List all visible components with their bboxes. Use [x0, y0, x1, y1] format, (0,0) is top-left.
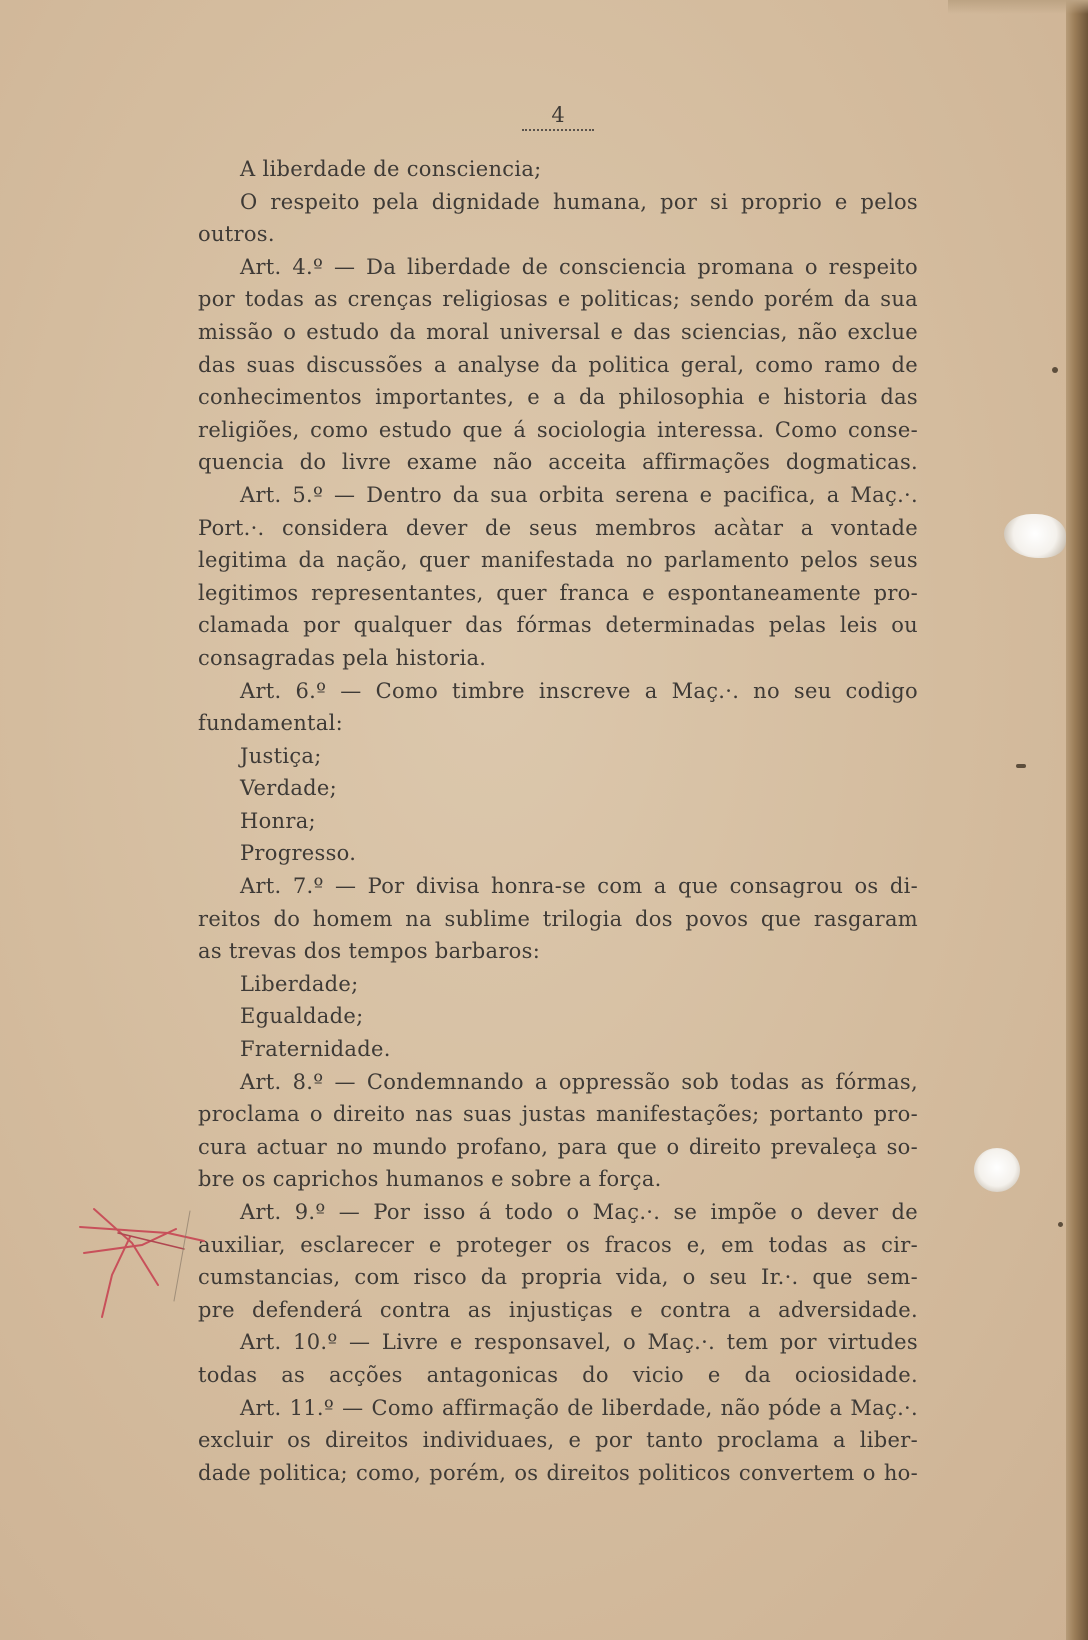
text-line: Port.·. considera dever de seus membros acàtar a vontade: [198, 515, 918, 540]
text-line: consagradas pela historia.: [198, 645, 487, 670]
text-line: excluir os direitos individuaes, e por tanto proclama a liber-: [198, 1428, 918, 1453]
text-line: legitima da nação, quer manifestada no parlamento pelos seus: [198, 548, 918, 573]
text-line: Art. 6.º — Como timbre inscreve a Maç.·. no seu codigo: [240, 678, 918, 703]
binding-hole-lower: [974, 1148, 1020, 1192]
text-line: missão o estudo da moral universal e das sciencias, não exclue: [198, 319, 918, 344]
text-line: Art. 8.º — Condemnando a oppressão sob todas as fórmas,: [240, 1069, 918, 1094]
text-line: clamada por qualquer das fórmas determinadas pelas leis ou: [198, 613, 918, 638]
text-line: Art. 11.º — Como affirmação de liberdade, não póde a Maç.·.: [240, 1395, 918, 1420]
page-number: 4: [522, 104, 594, 131]
text-line: reitos do homem na sublime trilogia dos povos que rasgaram: [198, 906, 918, 931]
ink-speck: [1058, 1222, 1063, 1227]
text-line: Honra;: [240, 808, 316, 833]
text-line: A liberdade de consciencia;: [240, 157, 542, 181]
text-line: cumstancias, com risco da propria vida, o seu Ir.·. que sem-: [198, 1265, 918, 1290]
text-line: Progresso.: [240, 841, 357, 866]
text-line: bre os caprichos humanos e sobre a força.: [198, 1167, 662, 1192]
text-line: O respeito pela dignidade humana, por si proprio e pelos: [240, 189, 918, 214]
text-line: todas as acções antagonicas do vicio e da ociosidade.: [198, 1362, 918, 1387]
text-line: Art. 7.º — Por divisa honra-se com a que consagrou os di-: [240, 874, 918, 899]
red-cross-mark: [72, 1205, 212, 1325]
ink-speck: [1016, 764, 1026, 768]
text-line: conhecimentos importantes, e a da philosophia e historia das: [198, 385, 918, 410]
text-line: Art. 4.º — Da liberdade de consciencia promana o respeito: [240, 254, 918, 279]
text-line: auxiliar, esclarecer e proteger os fracos e, em todas as cir-: [198, 1232, 918, 1257]
ink-speck: [1052, 367, 1058, 373]
text-line: Liberdade;: [240, 971, 359, 996]
text-line: Justiça;: [240, 743, 322, 768]
text-line: fundamental:: [198, 711, 344, 736]
text-line: outros.: [198, 222, 275, 247]
text-line: das suas discussões a analyse da politica geral, como ramo de: [198, 352, 918, 377]
text-line: Verdade;: [240, 776, 338, 801]
text-line: religiões, como estudo que á sociologia interessa. Como conse-: [198, 417, 918, 442]
text-line: dade politica; como, porém, os direitos politicos convertem o ho-: [198, 1460, 918, 1485]
text-line: Egualdade;: [240, 1004, 364, 1029]
text-line: legitimos representantes, quer franca e espontaneamente pro-: [198, 580, 918, 605]
page-body-text: [198, 153, 918, 1489]
page-right-edge: [1066, 0, 1088, 1640]
text-line: pre defenderá contra as injustiças e contra a adversidade.: [198, 1297, 918, 1322]
text-line: Fraternidade.: [240, 1037, 391, 1062]
text-line: as trevas dos tempos barbaros:: [198, 939, 541, 964]
text-line: cura actuar no mundo profano, para que o direito prevaleça so-: [198, 1134, 918, 1159]
text-line: Art. 9.º — Por isso á todo o Maç.·. se impõe o dever de: [240, 1200, 918, 1224]
text-line: Art. 5.º — Dentro da sua orbita serena e pacifica, a Maç.·.: [240, 482, 918, 507]
text-line: quencia do livre exame não acceita affirmações dogmaticas.: [198, 450, 918, 475]
text-line: proclama o direito nas suas justas manifestações; portanto pro-: [198, 1102, 918, 1127]
text-line: por todas as crenças religiosas e politicas; sendo porém da sua: [198, 287, 918, 312]
text-line: Art. 10.º — Livre e responsavel, o Maç.·. tem por virtudes: [240, 1330, 918, 1355]
page-top-fold: [948, 0, 1088, 14]
binding-hole-upper: [1004, 514, 1066, 558]
